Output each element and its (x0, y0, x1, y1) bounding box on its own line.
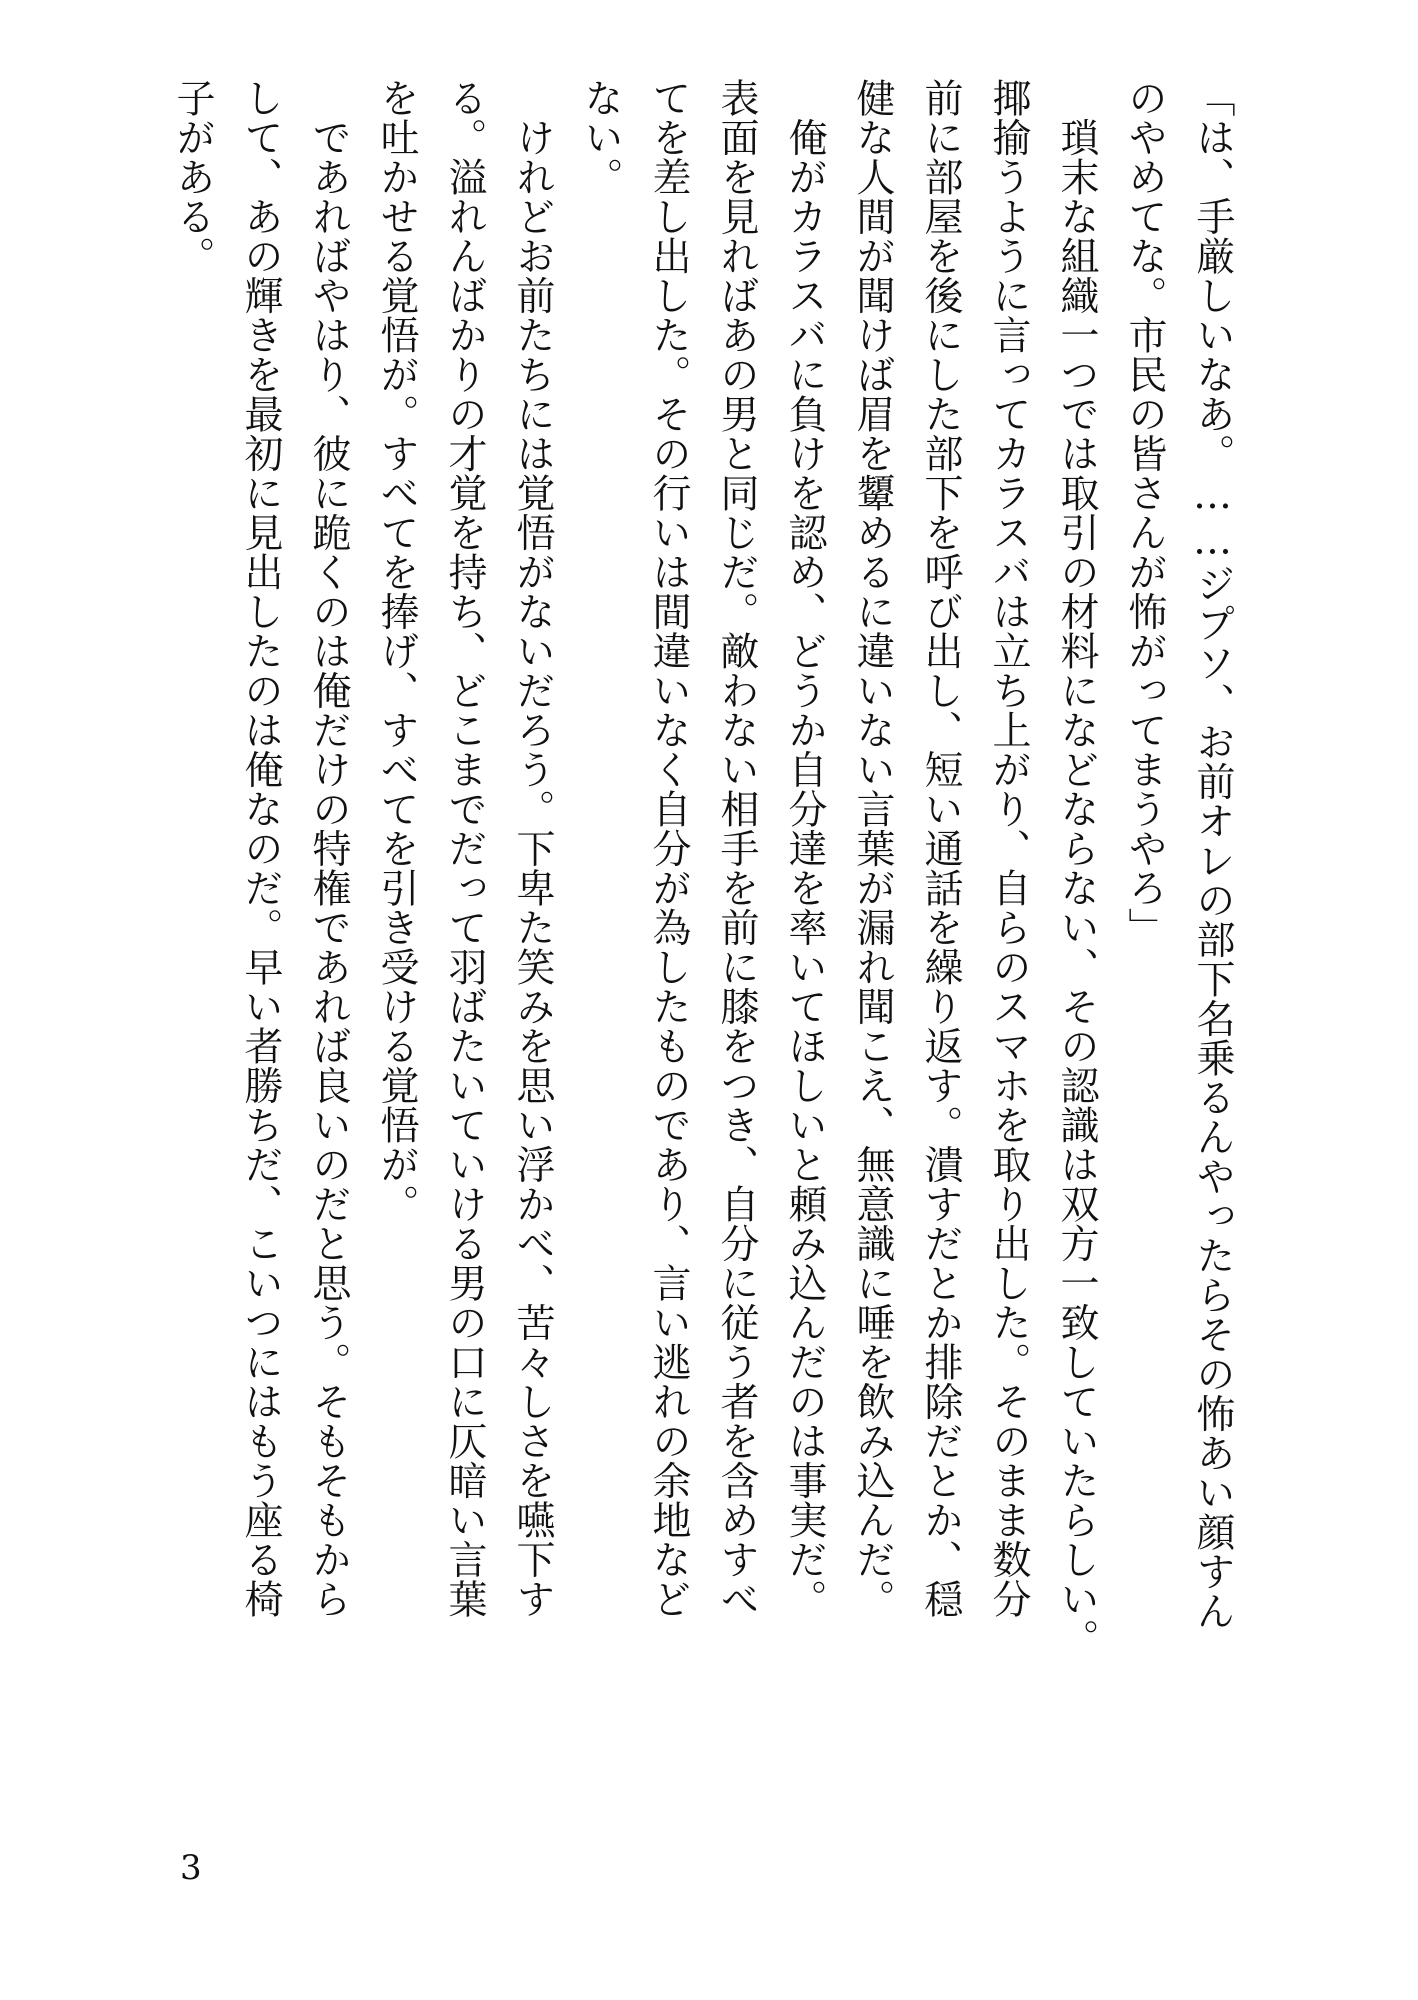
text-column-3: 瑣末な組織一つでは取引の材料になどならない、その認識は双方一致していたらしい。 (1054, 78, 1099, 1658)
text-column-2: のやめてな。市民の皆さんが怖がってまうやろ」 (1122, 78, 1167, 947)
text-column-4: 揶揄うように言ってカラスバは立ち上がり、自らのスマホを取り出した。そのまま数分 (986, 78, 1031, 1619)
text-column-8: 表面を見ればあの男と同じだ。敵わない相手を前に膝をつき、自分に従う者を含めすべ (714, 78, 759, 1619)
text-column-12: る。溢れんばかりの才覚を持ち、どこまでだって羽ばたいていける男の口に仄暗い言葉 (442, 78, 487, 1619)
text-column-1: 「は、手厳しいなあ。……ジプソ、お前オレの部下名乗るんやったらその怖あい顔すん (1190, 78, 1235, 1631)
text-column-6: 健な人間が聞けば眉を顰めるに違いない言葉が漏れ聞こえ、無意識に唾を飲み込んだ。 (850, 78, 895, 1619)
text-column-13: を吐かせる覚悟が。すべてを捧げ、すべてを引き受ける覚悟が。 (374, 78, 419, 1224)
text-column-11: けれどお前たちには覚悟がないだろう。下卑た笑みを思い浮かべ、苦々しさを嚥下す (510, 78, 555, 1619)
text-column-7: 俺がカラスバに負けを認め、どうか自分達を率いてほしいと頼み込んだのは事実だ。 (782, 78, 827, 1619)
text-column-14: であればやはり、彼に跪くのは俺だけの特権であれば良いのだと思う。そもそもから (306, 78, 351, 1619)
text-column-16: 子がある。 (170, 78, 215, 276)
text-column-15: して、あの輝きを最初に見出したのは俺なのだ。早い者勝ちだ、こいつにはもう座る椅 (238, 78, 283, 1619)
text-column-10: ない。 (578, 78, 623, 197)
page-number: 3 (180, 1848, 202, 1888)
vertical-text-body (166, 78, 1246, 1878)
text-column-5: 前に部屋を後にした部下を呼び出し、短い通話を繰り返す。潰すだとか排除だとか、穏 (918, 78, 963, 1619)
text-column-9: てを差し出した。その行いは間違いなく自分が為したものであり、言い逃れの余地など (646, 78, 691, 1619)
